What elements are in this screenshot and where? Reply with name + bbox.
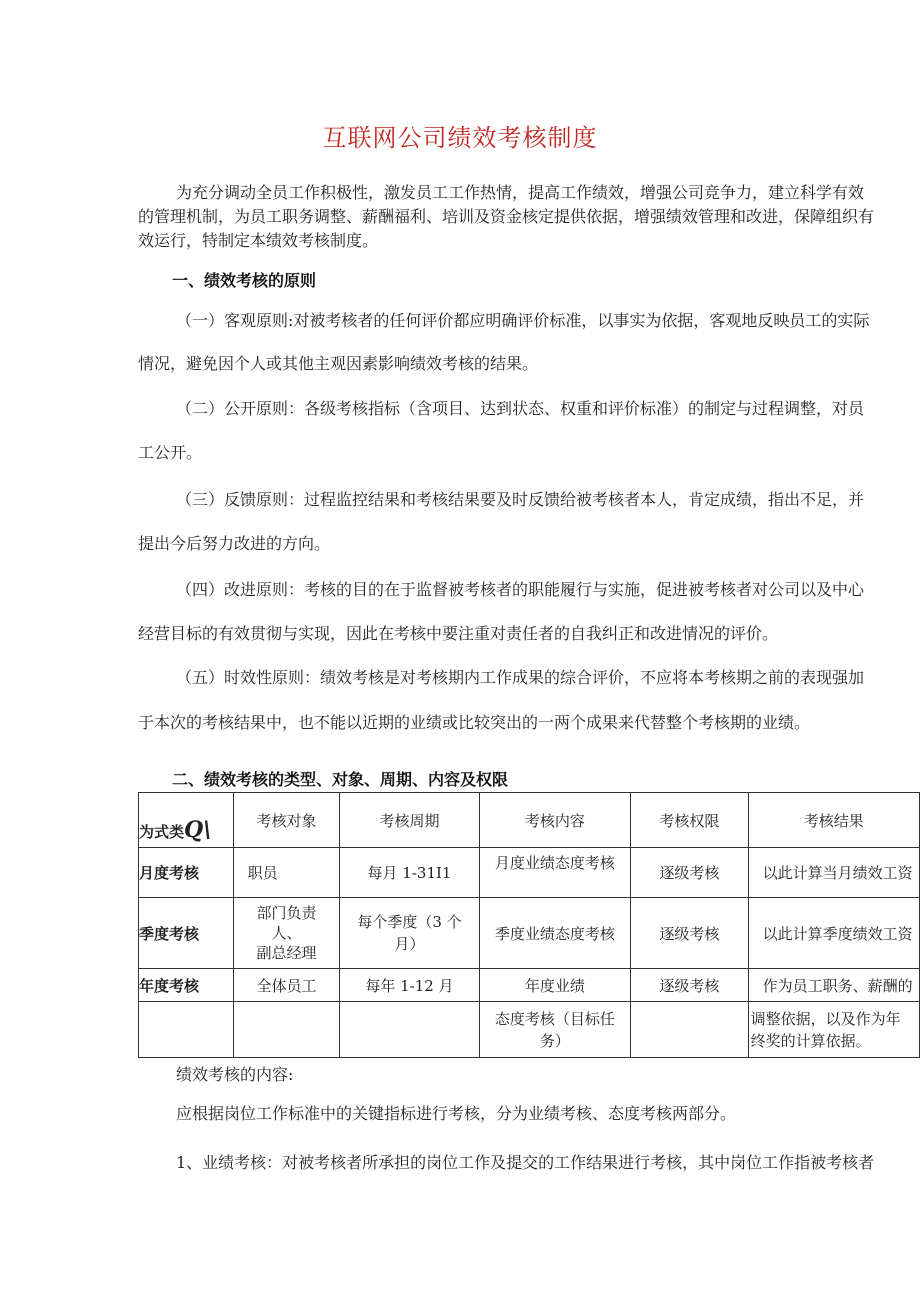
page-title: 互联网公司绩效考核制度	[322, 124, 598, 152]
row-content: 季度业绩态度考核	[479, 898, 630, 969]
row-target: 全体员工	[233, 969, 340, 1002]
row-type: 月度考核	[139, 848, 234, 898]
row-period	[340, 898, 479, 969]
row-result-line: 调整依据，以及作为年	[750, 1009, 901, 1028]
table-row	[139, 848, 920, 898]
table-row	[139, 1002, 920, 1058]
row-result: 作为员工职务、薪酬的	[748, 969, 919, 1002]
header-period: 考核周期	[340, 793, 479, 848]
intro-line-2: 的管理机制，为员工职务调整、薪酬福利、培训及资金核定提供依据，增强绩效管理和改进，保障组织有	[138, 207, 875, 226]
row-authority-empty	[631, 1002, 748, 1058]
row-target-empty	[233, 1002, 340, 1058]
principle-5-line-2: 于本次的考核结果中，也不能以近期的业绩或比较突出的一两个成果来代替整个考核期的业绩。	[138, 713, 811, 732]
header-authority: 考核权限	[631, 793, 748, 848]
table-row	[139, 969, 920, 1002]
after-line-3: 1、业绩考核：对被考核者所承担的岗位工作及提交的工作结果进行考核，其中岗位工作指被考核者	[176, 1153, 875, 1172]
row-period-line: 每个季度（3 个	[357, 913, 462, 931]
intro-line-3: 效运行，特制定本绩效考核制度。	[138, 231, 379, 250]
header-content: 考核内容	[479, 793, 630, 848]
header-result: 考核结果	[748, 793, 919, 848]
header-target: 考核对象	[233, 793, 340, 848]
row-content	[479, 1002, 630, 1058]
header-corner-label: 为式类	[139, 823, 185, 841]
principle-3-line-1: （三）反馈原则：过程监控结果和考核结果要及时反馈给被考核者本人，肯定成绩，指出不足，并	[176, 490, 865, 509]
row-content-line: 态度考核（目标任	[494, 1009, 615, 1028]
header-corner-mark: Q\	[184, 817, 212, 843]
intro-line-1: 为充分调动全员工作积极性，激发员工工作热情，提高工作绩效，增强公司竞争力，建立科学有效	[176, 183, 865, 202]
row-result: 以此计算季度绩效工资	[748, 898, 919, 969]
assessment-table	[138, 792, 920, 1058]
principle-4-line-2: 经营目标的有效贯彻与实现，因此在考核中要注重对责任者的自我纠正和改进情况的评价。	[138, 624, 779, 643]
row-authority: 逐级考核	[631, 898, 748, 969]
row-content-line: 务）	[539, 1031, 570, 1050]
row-result-line: 终奖的计算依据。	[750, 1031, 871, 1050]
row-result	[748, 1002, 919, 1058]
row-type-empty	[139, 1002, 234, 1058]
row-period-line: 月）	[394, 935, 425, 953]
after-line-2: 应根据岗位工作标准中的关键指标进行考核，分为业绩考核、态度考核两部分。	[176, 1104, 737, 1123]
table-row	[139, 898, 920, 969]
principle-5-line-1: （五）时效性原则：绩效考核是对考核期内工作成果的综合评价，不应将本考核期之前的表现强加	[176, 668, 865, 687]
section-2-heading: 二、绩效考核的类型、对象、周期、内容及权限	[172, 770, 509, 789]
row-target-line: 人、	[271, 924, 302, 942]
row-content: 年度业绩	[479, 969, 630, 1002]
row-period-empty	[340, 1002, 479, 1058]
row-target-line: 副总经理	[256, 944, 317, 962]
principle-2-line-2: 工公开。	[138, 443, 203, 462]
row-content: 月度业绩态度考核	[479, 848, 630, 898]
row-type: 年度考核	[139, 969, 234, 1002]
row-type: 季度考核	[139, 898, 234, 969]
principle-3-line-2: 提出今后努力改进的方向。	[138, 534, 331, 553]
row-authority: 逐级考核	[631, 848, 748, 898]
principle-4-line-1: （四）改进原则：考核的目的在于监督被考核者的职能履行与实施，促进被考核者对公司以及中心	[176, 580, 865, 599]
after-line-1: 绩效考核的内容:	[176, 1065, 294, 1084]
row-authority: 逐级考核	[631, 969, 748, 1002]
row-period: 每月 1-31I1	[340, 848, 479, 898]
header-corner-cell	[139, 793, 234, 848]
row-period: 每年 1-12 月	[340, 969, 479, 1002]
row-target-line: 部门负责	[256, 904, 317, 922]
section-1-heading: 一、绩效考核的原则	[172, 271, 317, 290]
principle-1-line-1: （一）客观原则:对被考核者的任何评价都应明确评价标准，以事实为依据，客观地反映员工的实际	[176, 311, 870, 330]
principle-2-line-1: （二）公开原则：各级考核指标（含项目、达到状态、权重和评价标准）的制定与过程调整，对员	[176, 399, 865, 418]
row-target: 职员	[233, 848, 340, 898]
row-result: 以此计算当月绩效工资	[748, 848, 919, 898]
principle-1-line-2: 情况，避免因个人或其他主观因素影响绩效考核的结果。	[138, 354, 539, 373]
table-header-row	[139, 793, 920, 848]
row-target	[233, 898, 340, 969]
